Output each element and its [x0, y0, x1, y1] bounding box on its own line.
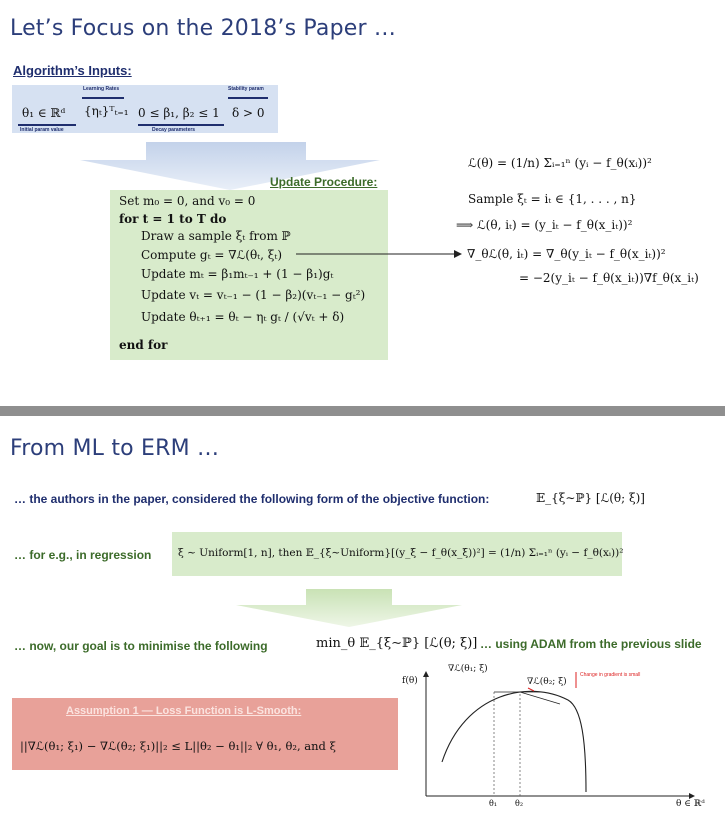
alg-line-draw: Draw a sample ξₜ from ℙ: [141, 229, 291, 243]
alg-line-endfor: end for: [119, 338, 168, 352]
assumption-math: ||∇ℒ(θ₁; ξ₁) − ∇ℒ(θ₂; ξ₁)||₂ ≤ L||θ₂ − θ₁||₂ ∀ θ₁, θ₂, and ξ: [20, 739, 336, 753]
theta-label: Initial param value: [20, 127, 64, 133]
graph-canvas: [410, 662, 725, 812]
grad2-label: ∇ℒ(θ₂; ξ): [527, 677, 567, 687]
grad1-label: ∇ℒ(θ₁; ξ): [448, 664, 488, 674]
delta-label: Stability param: [228, 86, 264, 92]
slide-1: [0, 0, 725, 408]
eta-bracket: [82, 97, 124, 99]
tangent-2: [520, 692, 560, 704]
sample-definition: Sample ξₜ = iₜ ∈ {1, . . . , n}: [468, 192, 637, 206]
right-arrow-icon: [296, 246, 462, 260]
alg-line-update-v: Update vₜ = vₜ₋₁ − (1 − β₂)(vₜ₋₁ − gₜ²): [141, 288, 366, 302]
goal-text: … now, our goal is to minimise the following: [14, 639, 268, 653]
beta-label: Decay parameters: [152, 127, 196, 133]
graph-xlabel: θ ∈ ℝᵈ: [676, 799, 705, 809]
objective-math: 𝔼_{ξ∼ℙ} [ℒ(θ; ξ)]: [536, 491, 645, 505]
objective-text: … the authors in the paper, considered the following form of the objective function:: [14, 492, 490, 506]
tick-theta2: θ₂: [515, 799, 524, 808]
eta-label: Learning Rates: [83, 86, 120, 92]
slide-1-title: Let’s Focus on the 2018’s Paper …: [10, 16, 397, 41]
green-down-arrow-icon: [236, 587, 462, 627]
gradient-expanded: = −2(y_iₜ − f_θ(x_iₜ))∇f_θ(x_iₜ): [519, 271, 699, 285]
goal-math: min_θ 𝔼_{ξ∼ℙ} [ℒ(θ; ξ)]: [316, 636, 478, 651]
smoothness-graph: [402, 662, 725, 812]
eta-input: {ηₜ}ᵀₜ₌₁: [84, 104, 129, 118]
beta-bracket: [138, 124, 224, 126]
red-mark: [528, 688, 534, 691]
gradient-eq: ∇_θℒ(θ, iₜ) = ∇_θ(y_iₜ − f_θ(x_iₜ))²: [467, 247, 666, 261]
adam-text: … using ADAM from the previous slide: [480, 637, 702, 651]
delta-input: δ > 0: [232, 106, 265, 120]
alg-line-update-m: Update mₜ = β₁mₜ₋₁ + (1 − β₁)gₜ: [141, 267, 334, 281]
alg-line-update-theta: Update θₜ₊₁ = θₜ − ηₜ gₜ / (√vₜ + δ): [141, 310, 345, 324]
alg-line-init: Set m₀ = 0, and v₀ = 0: [119, 194, 256, 208]
function-curve: [442, 691, 586, 792]
tick-theta1: θ₁: [489, 799, 498, 808]
theta-bracket: [18, 124, 76, 126]
regression-text: … for e.g., in regression: [14, 548, 152, 562]
loss-sample: ⟹ ℒ(θ, iₜ) = (y_iₜ − f_θ(x_iₜ))²: [456, 218, 633, 232]
update-heading: Update Procedure:: [270, 175, 378, 189]
slide-2: [0, 416, 725, 826]
assumption-title: Assumption 1 — Loss Function is L-Smooth:: [66, 705, 302, 717]
regression-math: ξ ∼ Uniform[1, n], then 𝔼_{ξ∼Uniform}[(y_ξ − f_θ(x_ξ))²] = (1/n) Σᵢ₌₁ⁿ (yᵢ − f_θ(xᵢ))²: [178, 547, 624, 559]
slide-2-title: From ML to ERM …: [10, 436, 220, 461]
theta-input: θ₁ ∈ ℝᵈ: [22, 106, 66, 120]
inputs-heading: Algorithm’s Inputs:: [13, 63, 132, 78]
gradient-note: Change in gradient is small: [580, 672, 641, 678]
graph-ylabel: f(θ): [402, 676, 418, 686]
alg-line-compute: Compute gₜ = ∇ℒ(θₜ, ξₜ): [141, 248, 283, 262]
delta-bracket: [228, 97, 268, 99]
loss-definition: ℒ(θ) = (1/n) Σᵢ₌₁ⁿ (yᵢ − f_θ(xᵢ))²: [468, 156, 652, 170]
slide-divider: [0, 406, 725, 416]
alg-line-for: for t = 1 to T do: [119, 212, 227, 226]
beta-input: 0 ≤ β₁, β₂ ≤ 1: [138, 106, 220, 120]
